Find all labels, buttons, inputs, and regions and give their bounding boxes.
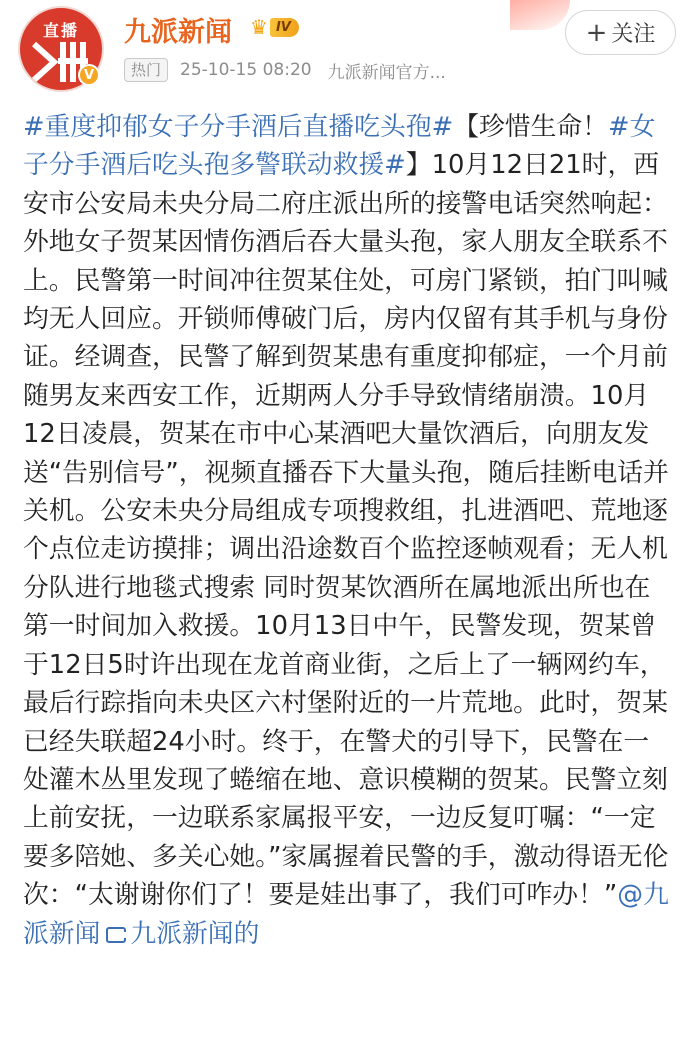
post-text xyxy=(23,108,673,953)
account-name[interactable]: 九派新闻 xyxy=(124,17,232,48)
post-timestamp: 25-10-15 08:20 xyxy=(180,60,312,80)
level-label: IV xyxy=(270,18,299,37)
follow-button[interactable] xyxy=(565,10,676,55)
level-badge[interactable] xyxy=(250,14,299,40)
post-source[interactable]: 九派新闻官方... xyxy=(327,62,446,83)
post-content xyxy=(23,108,673,953)
hashtag-link[interactable]: #女子分手酒后吃头孢多警联动救援# xyxy=(23,112,656,181)
post-meta xyxy=(124,58,446,82)
verified-v-icon: V xyxy=(78,64,100,86)
mention-link[interactable]: @九派新闻 xyxy=(23,880,669,949)
post-body: 】10月12日21时，西安市公安局未央分局二府庄派出所的接警电话突然响起：外地女子贺某因情伤酒后吞大量头孢，家人朋友全联系不上。民警第一时间冲往贺某住处，可房门紧锁，拍门叫喊均无人回应。开锁师傅破门后，房内仅留有其手机与身份证。经调查，民警了解到贺某患有重度抑郁症，一个月前随男友来西安工作，近期两人分手导致情绪崩溃。10月12日凌晨，贺某在市中心某酒吧大量饮酒后，向朋友发送“告别信号”，视频直播吞下大量头孢，随后挂断电话并关机。公安未央分局组成专项搜救组，扎进酒吧、荒地逐个点位走访摸排；调出沿途数百个监控逐帧观看；无人机分队进行地毯式搜索 同时贺某饮酒所在属地派出所也在第一时间加入救援。10月13日中午，民警发现，贺某曾于12日5时许出现在龙首商业街，之后上了一辆网约车，最后行踪指向未央区六村堡附近的一片荒地。此时，贺某已经失联超24小时。终于，在警犬的引导下，民警在一处灌木丛里发现了蜷缩在地、意识模糊的贺某。民警立刻上前安抚，一边联系家属报平安，一边反复叮嘱：“一定要多陪她、多关心她。”家属握着民警的手，激动得语无伦次：“太谢谢你们了！要是娃出事了，我们可咋办！” xyxy=(23,150,669,911)
follow-label: 关注 xyxy=(611,22,656,47)
crown-icon: ♛ xyxy=(250,15,268,39)
post-text-segment: 【珍惜生命！ xyxy=(453,112,608,142)
plus-icon: + xyxy=(585,17,608,48)
hashtag-link[interactable]: #重度抑郁女子分手酒后直播吃头孢# xyxy=(23,112,454,142)
video-link[interactable]: 九派新闻的 xyxy=(130,918,260,949)
hot-tag: 热门 xyxy=(124,58,168,82)
flag-decoration xyxy=(510,0,570,30)
video-link-icon xyxy=(106,927,126,943)
post-header xyxy=(0,0,690,100)
avatar-text: 直播 xyxy=(42,21,79,40)
